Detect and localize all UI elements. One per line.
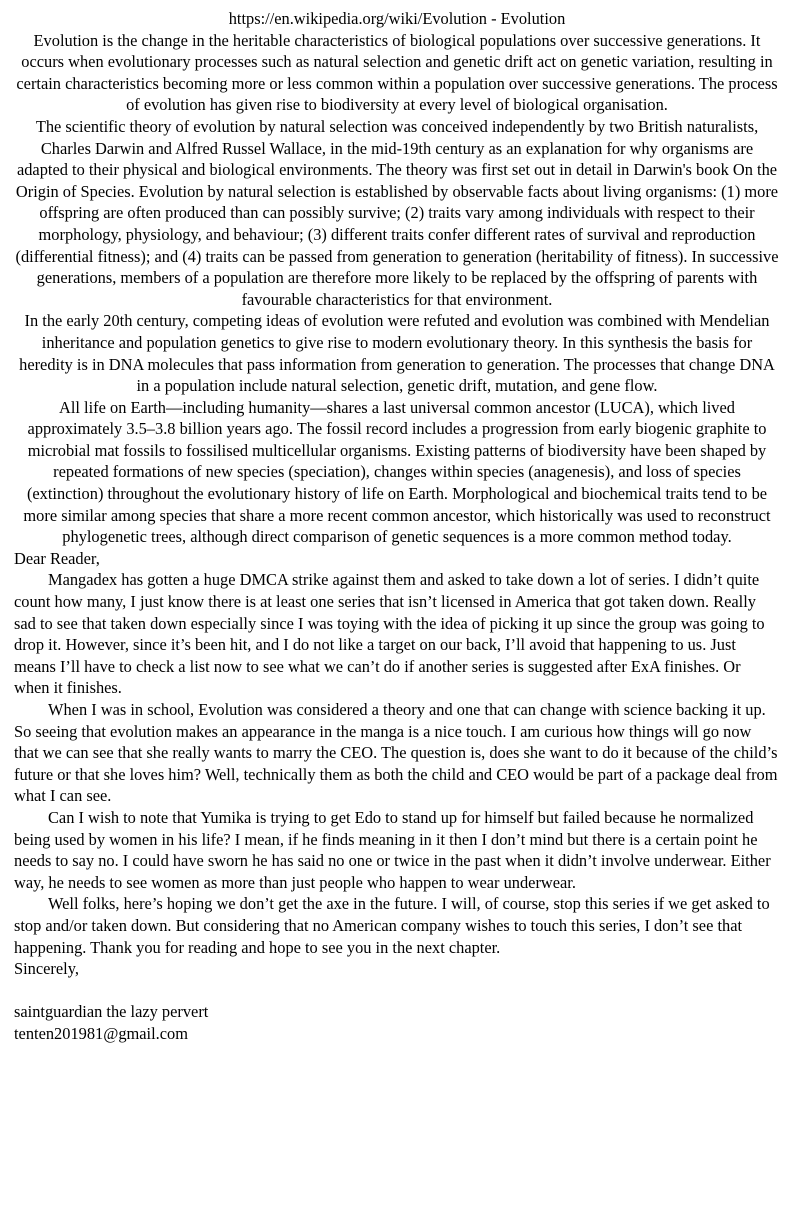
translator-letter bbox=[14, 548, 780, 1045]
blank-line bbox=[14, 980, 780, 1002]
wiki-paragraph-2: The scientific theory of evolution by natural selection was conceived independently by two British naturalists, Charles Darwin and Alfred Russel Wallace, in the mid-19th century as an explanation for why organisms are adapted to their physical and biological environments. The theory was first set out in detail in Darwin's book On the Origin of Species. Evolution by natural selection is established by observable facts about living organisms: (1) more offspring are often produced than can possibly survive; (2) traits vary among individuals with respect to their morphology, physiology, and behaviour; (3) different traits confer different rates of survival and reproduction (differential fitness); and (4) traits can be passed from generation to generation (heritability of fitness). In successive generations, members of a population are therefore more likely to be replaced by the offspring of parents with favourable characteristics for that environment. bbox=[15, 116, 779, 309]
letter-paragraph-3: Can I wish to note that Yumika is trying to get Edo to stand up for himself but failed because he normalized being used by women in his life? I mean, if he finds meaning in it then I don’t mind but there is a certain point he needs to say no. I could have sworn he has said no one or twice in the past when it didn’t involve underwear. Either way, he needs to see women as more than just people who happen to wear underwear. bbox=[14, 807, 771, 892]
letter-greeting: Dear Reader, bbox=[14, 548, 100, 568]
letter-paragraph-4: Well folks, here’s hoping we don’t get the axe in the future. I will, of course, stop this series if we get asked to stop and/or taken down. But considering that no American company wishes to touch this series, I don’t see that happening. Thank you for reading and hope to see you in the next chapter. bbox=[14, 894, 770, 957]
wiki-paragraph-1: Evolution is the change in the heritable characteristics of biological populations over successive generations. It occurs when evolutionary processes such as natural selection and genetic drift act on genetic variation, resulting in certain characteristics becoming more or less common within a population over successive generations. The process of evolution has given rise to biodiversity at every level of biological organisation. bbox=[16, 30, 778, 115]
signature-name: saintguardian the lazy pervert bbox=[14, 1002, 209, 1022]
signature-email: tenten201981@gmail.com bbox=[14, 1023, 188, 1043]
page-title: https://en.wikipedia.org/wiki/Evolution - Evolution bbox=[228, 9, 566, 28]
wiki-paragraph-3: In the early 20th century, competing ideas of evolution were refuted and evolution was combined with Mendelian inheritance and population genetics to give rise to modern evolutionary theory. In this synthesis the basis for heredity is in DNA molecules that pass information from generation to generation. The processes that change DNA in a population include natural selection, genetic drift, mutation, and gene flow. bbox=[19, 311, 775, 396]
letter-paragraph-1: Mangadex has gotten a huge DMCA strike against them and asked to take down a lot of series. I didn’t quite count how many, I just know there is at least one series that isn’t licensed in America that got taken down. Really sad to see that taken down especially since I was toying with the idea of picking it up since the group was going to drop it. However, since it’s been hit, and I do not like a target on our back, I’ll avoid that happening to us. Just means I’ll have to check a list now to see what we can’t do if another series is suggested after ExA finishes. Or when it finishes. bbox=[14, 570, 765, 698]
wiki-paragraph-4: All life on Earth—including humanity—shares a last universal common ancestor (LUCA), which lived approximately 3.5–3.8 billion years ago. The fossil record includes a progression from early biogenic graphite to microbial mat fossils to fossilised multicellular organisms. Existing patterns of biodiversity have been shaped by repeated formations of new species (speciation), changes within species (anagenesis), and loss of species (extinction) throughout the evolutionary history of life on Earth. Morphological and biochemical traits tend to be more similar among species that share a more recent common ancestor, which historically was used to reconstruct phylogenetic trees, although direct comparison of genetic sequences is a more common method today. bbox=[23, 397, 771, 547]
letter-paragraph-2: When I was in school, Evolution was considered a theory and one that can change with science backing it up. So seeing that evolution makes an appearance in the manga is a nice touch. I am curious how things will go now that we can see that she really wants to marry the CEO. The question is, does she want to do it because of the child’s future or that she loves him? Well, technically them as both the child and CEO would be part of a package deal from what I can see. bbox=[14, 700, 778, 806]
document-page bbox=[14, 8, 780, 1045]
letter-closing: Sincerely, bbox=[14, 959, 79, 979]
